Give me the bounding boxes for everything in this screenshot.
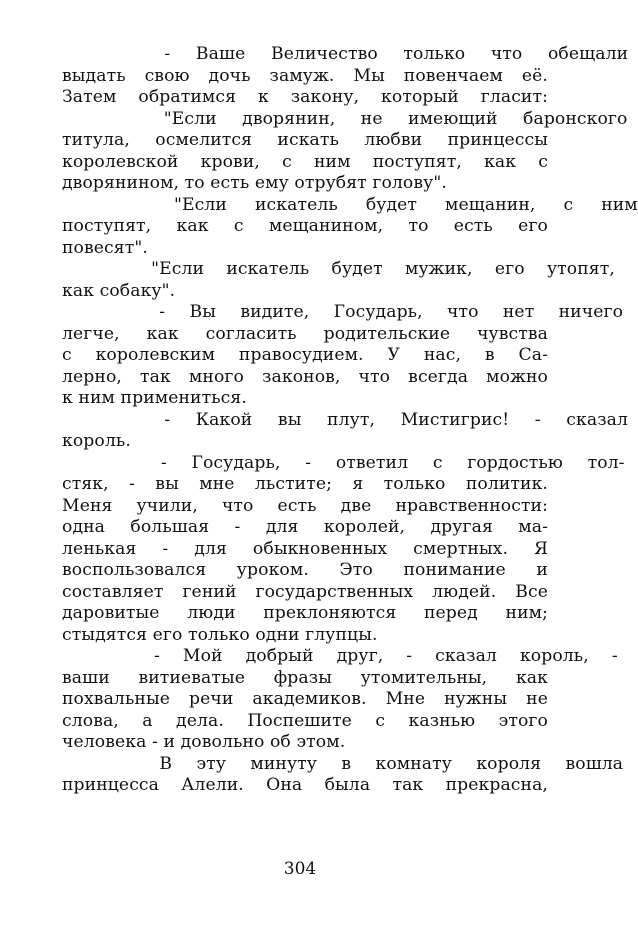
text-line: как собаку". bbox=[62, 280, 176, 301]
text-line: - Ваше Величество только что обещали bbox=[62, 44, 629, 64]
text-line: похвальные речи академиков. Мне нужны не bbox=[62, 689, 548, 709]
text-line: королевской крови, с ним поступят, как с bbox=[62, 151, 548, 172]
text-line: составляет гений государственных людей. Все bbox=[62, 581, 548, 602]
text-line: принцесса Алели. Она была так прекрасна, bbox=[62, 775, 548, 795]
text-line: - Государь, - ответил с гордостью тол- bbox=[62, 452, 625, 473]
body-text bbox=[62, 44, 638, 797]
text-line: стяк, - вы мне льстите; я только политик. bbox=[62, 474, 548, 494]
text-line: В эту минуту в комнату короля вошла bbox=[62, 753, 624, 774]
text-line: человека - и довольно об этом. bbox=[62, 732, 346, 752]
text-line: - Вы видите, Государь, что нет ничего bbox=[62, 302, 624, 322]
text-line: "Если искатель будет мещанин, с ним bbox=[62, 194, 638, 215]
text-line: одна большая - для королей, другая ма- bbox=[62, 517, 548, 537]
text-line: "Если дворянин, не имеющий баронского bbox=[62, 108, 628, 129]
text-line: ленькая - для обыкновенных смертных. Я bbox=[62, 538, 548, 559]
text-line: слова, а дела. Поспешите с казнью этого bbox=[62, 710, 548, 731]
text-line: даровитые люди преклоняются перед ним; bbox=[62, 603, 548, 623]
page-number: 304 bbox=[283, 859, 317, 879]
text-line: легче, как согласить родительские чувства bbox=[62, 323, 548, 344]
text-line: король. bbox=[62, 431, 131, 451]
text-line: с королевским правосудием. У нас, в Са- bbox=[62, 345, 548, 365]
text-line: воспользовался уроком. Это понимание и bbox=[62, 560, 548, 580]
text-line: стыдятся его только одни глупцы. bbox=[62, 624, 378, 645]
text-line: поступят, как с мещанином, то есть его bbox=[62, 216, 548, 236]
text-line: повесят". bbox=[62, 237, 148, 258]
text-line: выдать свою дочь замуж. Мы повенчаем её. bbox=[62, 65, 548, 86]
text-line: Затем обратимся к закону, который гласит: bbox=[62, 87, 548, 107]
text-line: - Какой вы плут, Мистигрис! - сказал bbox=[62, 409, 629, 430]
text-line: лерно, так много законов, что всегда можно bbox=[62, 366, 548, 387]
text-line: дворянином, то есть ему отрубят голову". bbox=[62, 173, 447, 193]
text-line: "Если искатель будет мужик, его утопят, bbox=[62, 259, 615, 279]
text-line: ваши витиеватые фразы утомительны, как bbox=[62, 667, 548, 688]
text-line: Меня учили, что есть две нравственности: bbox=[62, 495, 548, 516]
text-line: - Мой добрый друг, - сказал король, - bbox=[62, 646, 618, 666]
text-line: титула, осмелится искать любви принцессы bbox=[62, 130, 548, 150]
text-line: к ним примениться. bbox=[62, 388, 247, 408]
